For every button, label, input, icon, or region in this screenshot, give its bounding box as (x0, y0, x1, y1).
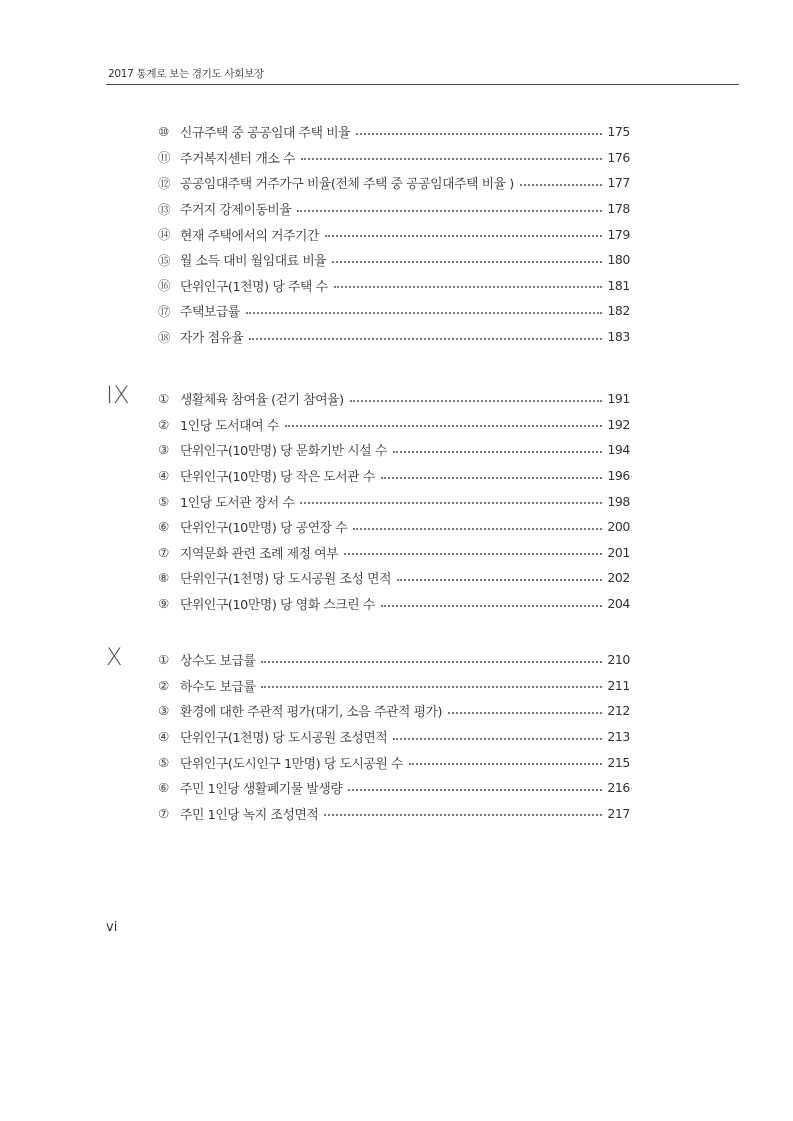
toc-entry-page: 212 (607, 703, 630, 719)
toc-entry-page: 211 (607, 677, 630, 693)
toc-entry-title: 주택보급률 (180, 305, 240, 321)
toc-entry-title: 단위인구(도시인구 1만명) 당 도시공원 수 (180, 756, 403, 772)
toc-entry[interactable] (158, 698, 630, 724)
toc-entry[interactable] (158, 673, 630, 699)
toc-entry[interactable] (158, 775, 630, 801)
toc-entry-title: 현재 주택에서의 거주기간 (180, 228, 319, 244)
toc-entry-title: 월 소득 대비 월임대료 비율 (180, 254, 327, 270)
toc-entry[interactable] (158, 488, 630, 514)
toc-entry[interactable] (158, 196, 630, 222)
toc-entry-title: 주거복지센터 개소 수 (180, 151, 295, 167)
toc-entry-page: 175 (607, 124, 630, 140)
toc-entry-title: 단위인구(10만명) 당 작은 도서관 수 (180, 470, 375, 486)
toc-entry[interactable] (158, 591, 630, 617)
toc-entry[interactable] (158, 145, 630, 171)
toc-entry-page: 198 (607, 493, 630, 509)
toc-entry-title: 지역문화 관련 조례 제정 여부 (180, 546, 339, 562)
toc-entry-title: 주거지 강제이동비율 (180, 203, 292, 219)
toc-entry-page: 183 (607, 329, 630, 345)
toc-entry-number: ⑪ (158, 150, 171, 166)
toc-entry[interactable] (158, 463, 630, 489)
toc-dot-leader (332, 261, 602, 263)
toc-entry-title: 주민 1인당 녹지 조성면적 (180, 807, 319, 823)
toc-entry-number: ⑨ (158, 596, 169, 612)
toc-list-continued (158, 119, 630, 349)
toc-entry-title: 생활체육 참여율 (걷기 참여율) (180, 393, 344, 409)
toc-dot-leader (409, 763, 602, 765)
toc-entry-title: 단위인구(10만명) 당 문화기반 시설 수 (180, 444, 387, 460)
toc-entry[interactable] (158, 801, 630, 827)
toc-entry[interactable] (158, 119, 630, 145)
toc-dot-leader (397, 579, 602, 581)
chapter-numeral-x: X (106, 643, 123, 671)
toc-entry-number: ⑰ (158, 303, 171, 319)
toc-dot-leader (334, 286, 603, 288)
toc-entry-page: 213 (607, 729, 630, 745)
toc-entry-page: 176 (607, 149, 630, 165)
toc-entry[interactable] (158, 247, 630, 273)
toc-dot-leader (301, 158, 602, 160)
toc-list-chapter-x (158, 647, 630, 826)
toc-entry-title: 단위인구(1천명) 당 주택 수 (180, 279, 328, 295)
toc-entry-title: 하수도 보급률 (180, 679, 256, 695)
toc-dot-leader (448, 712, 602, 714)
toc-entry-number: ① (158, 391, 169, 407)
toc-entry-number: ⑭ (158, 227, 171, 243)
toc-entry-page: 201 (607, 544, 630, 560)
toc-dot-leader (300, 502, 602, 504)
toc-dot-leader (348, 789, 602, 791)
toc-entry-number: ② (158, 416, 169, 432)
toc-dot-leader (520, 184, 602, 186)
toc-entry-title: 단위인구(10만명) 당 공연장 수 (180, 521, 348, 537)
toc-entry-page: 196 (607, 468, 630, 484)
toc-dot-leader (393, 451, 603, 453)
toc-dot-leader (393, 738, 602, 740)
toc-entry[interactable] (158, 437, 630, 463)
toc-dot-leader (344, 553, 602, 555)
toc-dot-leader (246, 312, 603, 314)
toc-entry-page: 210 (607, 652, 630, 668)
toc-entry-page: 180 (607, 252, 630, 268)
toc-dot-leader (356, 133, 602, 135)
toc-dot-leader (324, 814, 602, 816)
toc-entry[interactable] (158, 386, 630, 412)
toc-entry-page: 181 (607, 277, 630, 293)
toc-entry-title: 공공임대주택 거주가구 비율(전체 주택 중 공공임대주택 비율 ) (180, 177, 514, 193)
toc-entry-number: ⑦ (158, 544, 169, 560)
running-header-title: 2017 통계로 보는 경기도 사회보장 (108, 68, 264, 80)
toc-entry-number: ⑮ (158, 252, 171, 268)
toc-entry-number: ① (158, 652, 169, 668)
toc-entry-page: 216 (607, 780, 630, 796)
toc-entry[interactable] (158, 749, 630, 775)
toc-entry[interactable] (158, 565, 630, 591)
toc-entry-number: ⑧ (158, 570, 169, 586)
toc-list-chapter-ix (158, 386, 630, 616)
toc-dot-leader (381, 605, 602, 607)
toc-dot-leader (261, 686, 602, 688)
toc-entry-page: 217 (607, 805, 630, 821)
toc-entry[interactable] (158, 647, 630, 673)
toc-dot-leader (285, 425, 603, 427)
toc-entry-title: 1인당 도서관 장서 수 (180, 495, 295, 511)
toc-entry-page: 194 (607, 442, 630, 458)
toc-entry[interactable] (158, 273, 630, 299)
toc-entry-page: 178 (607, 201, 630, 217)
toc-dot-leader (381, 477, 602, 479)
toc-entry[interactable] (158, 298, 630, 324)
toc-entry[interactable] (158, 412, 630, 438)
toc-entry-title: 단위인구(1천명) 당 도시공원 조성면적 (180, 731, 388, 747)
toc-entry-title: 신규주택 중 공공임대 주택 비율 (180, 126, 351, 142)
toc-entry-page: 182 (607, 303, 630, 319)
toc-entry[interactable] (158, 324, 630, 350)
toc-entry-number: ⑩ (158, 124, 169, 140)
chapter-numeral-ix: IX (106, 381, 130, 409)
toc-entry-title: 단위인구(10만명) 당 영화 스크린 수 (180, 598, 375, 614)
toc-entry-number: ⑱ (158, 329, 171, 345)
footer-page-number: vi (106, 920, 118, 935)
toc-entry-number: ⑯ (158, 278, 171, 294)
toc-entry-page: 192 (607, 416, 630, 432)
toc-entry-page: 177 (607, 175, 630, 191)
toc-entry-number: ⑫ (158, 175, 171, 191)
toc-entry-number: ④ (158, 468, 169, 484)
toc-entry-number: ③ (158, 442, 169, 458)
toc-entry-number: ⑤ (158, 493, 169, 509)
toc-entry-page: 179 (607, 226, 630, 242)
toc-entry[interactable] (158, 170, 630, 196)
toc-entry-title: 환경에 대한 주관적 평가(대기, 소음 주관적 평가) (180, 705, 443, 721)
toc-dot-leader (249, 338, 602, 340)
toc-entry[interactable] (158, 724, 630, 750)
toc-dot-leader (353, 528, 602, 530)
toc-entry-page: 191 (607, 391, 630, 407)
toc-entry-title: 1인당 도서대여 수 (180, 418, 279, 434)
toc-dot-leader (297, 210, 602, 212)
toc-entry-title: 자가 점유율 (180, 331, 244, 347)
header-divider (106, 84, 739, 85)
toc-entry-number: ③ (158, 703, 169, 719)
toc-entry-number: ④ (158, 729, 169, 745)
toc-entry-title: 상수도 보급률 (180, 654, 256, 670)
toc-entry-number: ⑤ (158, 754, 169, 770)
toc-entry-number: ⑥ (158, 519, 169, 535)
toc-entry-title: 단위인구(1천명) 당 도시공원 조성 면적 (180, 572, 392, 588)
toc-entry[interactable] (158, 514, 630, 540)
toc-dot-leader (261, 661, 602, 663)
toc-entry-page: 202 (607, 570, 630, 586)
toc-entry-title: 주민 1인당 생활폐기물 발생량 (180, 782, 343, 798)
toc-dot-leader (350, 400, 603, 402)
toc-entry-page: 200 (607, 519, 630, 535)
toc-entry[interactable] (158, 540, 630, 566)
toc-entry-page: 215 (607, 754, 630, 770)
toc-entry-number: ⑥ (158, 780, 169, 796)
toc-entry-number: ② (158, 677, 169, 693)
toc-entry-number: ⑬ (158, 201, 171, 217)
toc-dot-leader (325, 235, 602, 237)
toc-entry-page: 204 (607, 596, 630, 612)
toc-entry[interactable] (158, 221, 630, 247)
toc-entry-number: ⑦ (158, 805, 169, 821)
